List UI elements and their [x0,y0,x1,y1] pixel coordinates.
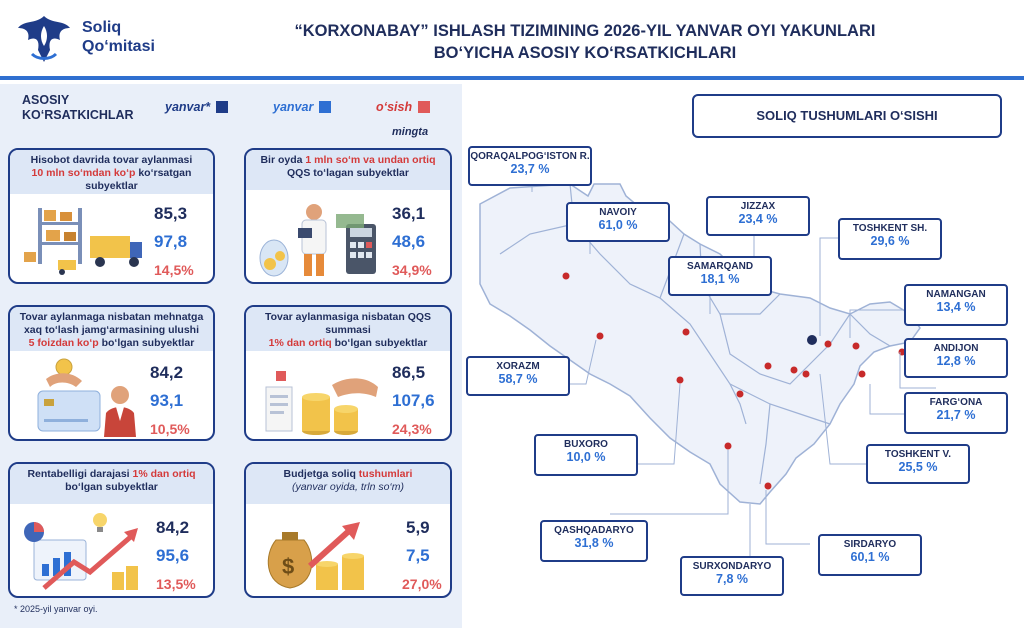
indicator-card-payroll-share [8,305,215,441]
region-value: 12,8 % [936,354,976,368]
region-label-namangan[interactable] [904,284,1008,326]
region-name: TOSHKENT V. [884,449,952,460]
region-name: QASHQADARYO [554,525,634,536]
growth-chart-illustration [16,510,146,596]
value-prev-january: 86,5 [392,363,426,382]
card-heading-text-end: bo‘lgan subyektlar [101,337,195,349]
region-label-sirdaryo[interactable] [818,534,922,576]
value-january: 7,5 [406,546,430,565]
value-prev-january: 85,3 [154,204,188,223]
page-title-line-2: BO‘YICHA ASOSIY KO‘RSATKICHLARI [433,44,737,62]
card-heading [10,150,213,194]
value-january: 95,6 [156,546,190,565]
money-bag-coins-illustration [254,510,384,596]
logo-line-1: Soliq [82,19,122,36]
legend-item-prev-january [165,100,228,114]
region-label-surxondaryo[interactable] [680,556,784,596]
card-heading-text: Tovar aylanmasiga nisbatan QQS summasi [264,311,432,336]
logo-line-2: Qo‘mitasi [82,38,155,55]
region-label-fargona[interactable] [904,392,1008,434]
region-value: 7,8 % [716,572,748,586]
value-prev-january: 36,1 [392,204,426,223]
card-heading-text-end: bo‘lgan subyektlar [334,337,428,349]
value-growth: 13,5% [156,576,196,592]
region-name: SAMARQAND [686,261,754,272]
legend-label-prev-january: yanvar* [165,100,211,114]
region-name: NAMANGAN [926,289,986,300]
region-value: 18,1 % [700,272,740,286]
page-title [210,20,960,64]
region-label-qoraqalpogiston[interactable] [468,146,592,186]
value-january: 48,6 [392,232,426,251]
region-label-samarqand[interactable] [668,256,772,296]
coins-receipt-illustration [252,357,382,439]
region-value: 60,1 % [850,550,890,564]
region-label-buxoro[interactable] [534,434,638,476]
legend-title-line-1: ASOSIY [22,93,70,107]
value-prev-january: 84,2 [156,518,190,537]
value-january: 97,8 [154,232,188,251]
region-name: ANDIJON [933,343,979,354]
card-heading-text: Budjetga soliq [283,468,356,480]
map-title: SOLIQ TUSHUMLARI O‘SISHI [692,94,1002,138]
warehouse-truck-illustration [16,202,146,280]
bank-card-businessman-illustration [16,357,146,439]
legend-title [22,93,134,123]
card-heading-subtitle: (yanvar oyida, trln so‘m) [291,481,405,493]
card-heading [246,307,450,351]
indicator-card-turnover [8,148,215,284]
card-heading-text-end: ko‘rsatgan subyektlar [85,167,192,192]
card-heading-highlight: 1% dan ortiq [268,337,332,349]
region-label-toshkent-shahar[interactable] [838,218,942,260]
card-heading [246,464,450,504]
region-name: NAVOIY [599,207,637,218]
header-divider [0,76,1024,80]
region-value: 21,7 % [936,408,976,422]
value-prev-january: 5,9 [406,518,430,537]
person-calculator-illustration [252,198,382,280]
card-heading-text-end: bo‘lgan subyektlar [65,481,158,493]
region-value: 23,7 % [510,162,550,176]
value-prev-january: 84,2 [150,363,184,382]
region-value: 61,0 % [598,218,638,232]
region-value: 23,4 % [738,212,778,226]
logo-text [82,18,155,56]
legend-item-january [273,100,331,114]
value-growth: 27,0% [402,576,442,592]
legend-swatch-prev-january [216,101,228,113]
card-heading [246,150,450,190]
card-heading-text-end: QQS to‘lagan subyektlar [287,167,409,179]
card-heading [10,307,213,351]
svg-text:$: $ [282,554,295,579]
region-value: 10,0 % [566,450,606,464]
card-heading-highlight: 1% dan ortiq [132,468,196,480]
region-label-jizzax[interactable] [706,196,810,236]
region-name: SIRDARYO [843,539,897,550]
card-heading-highlight: 1 mln so‘m va undan ortiq [305,154,436,166]
page-title-line-1: “KORXONABAY” ISHLASH TIZIMINING 2026-YIL YANVAR OYI YAKUNLARI [294,22,876,40]
region-label-toshkent-viloyati[interactable] [866,444,970,484]
value-growth: 24,3% [392,421,432,437]
region-value: 29,6 % [870,234,910,248]
region-name: BUXORO [564,439,608,450]
region-name: TOSHKENT SH. [852,223,928,234]
card-heading-highlight: 5 foizdan ko‘p [28,337,99,349]
card-heading-text: Tovar aylanmaga nisbatan mehnatga xaq to‘lash jamg‘armasining ulushi [19,311,204,336]
value-january: 107,6 [392,391,435,410]
card-heading-text: Hisobot davrida tovar aylanmasi [30,154,193,166]
region-label-xorazm[interactable] [466,356,570,396]
legend-swatch-january [319,101,331,113]
region-name: FARG‘ONA [929,397,983,408]
region-name: QORAQALPOG‘ISTON R. [470,151,590,162]
region-label-qashqadaryo[interactable] [540,520,648,562]
tashkent-city-marker [807,335,817,345]
legend-label-growth: o‘sish [376,100,413,114]
card-heading [10,464,213,504]
region-value: 25,5 % [898,460,938,474]
legend-item-growth [376,100,430,114]
indicator-card-profitability [8,462,215,598]
region-value: 13,4 % [936,300,976,314]
legend-title-line-2: KO‘RSATKICHLAR [22,108,134,122]
region-label-navoiy[interactable] [566,202,670,242]
eagle-emblem-icon [14,10,74,68]
indicator-card-vat-share [244,305,452,441]
footnote: * 2025-yil yanvar oyi. [14,604,98,614]
value-growth: 34,9% [392,262,432,278]
region-name: SURXONDARYO [692,561,772,572]
value-growth: 14,5% [154,262,194,278]
card-heading-text: Rentabelligi darajasi [27,468,130,480]
legend-unit: mingta [392,126,429,138]
region-name: JIZZAX [740,201,776,212]
region-value: 58,7 % [498,372,538,386]
card-heading-highlight: tushumlari [358,468,413,480]
legend-label-january: yanvar [273,100,314,114]
card-heading-highlight: 10 mln so‘mdan ko‘p [31,167,136,179]
region-label-andijon[interactable] [904,338,1008,378]
legend-swatch-growth [418,101,430,113]
value-growth: 10,5% [150,421,190,437]
region-name: XORAZM [496,361,540,372]
indicator-card-budget-revenue [244,462,452,598]
soliq-qomitasi-logo[interactable] [14,10,174,68]
indicator-card-vat-payers [244,148,452,284]
value-january: 93,1 [150,391,184,410]
region-value: 31,8 % [574,536,614,550]
header [0,0,1024,80]
card-heading-text: Bir oyda [260,154,303,166]
